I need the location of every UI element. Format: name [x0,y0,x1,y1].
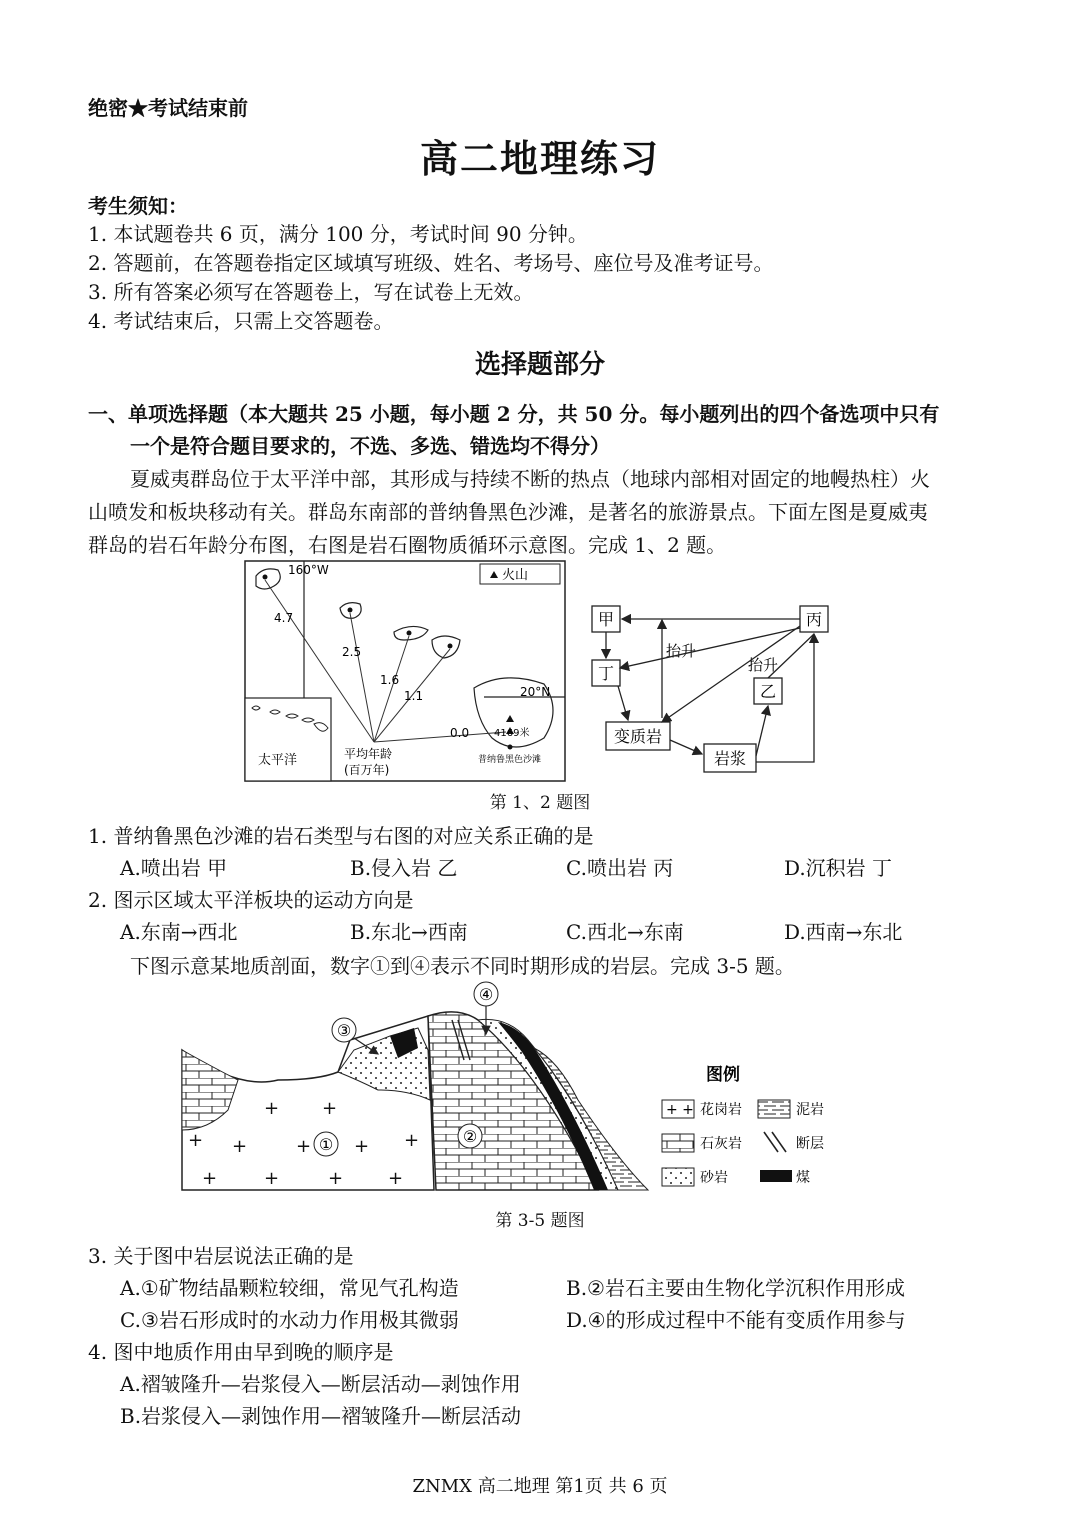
option-b: B.岩浆侵入—剥蚀作用—褶皱隆升—断层活动 [120,1404,522,1428]
notice-item: 1. 本试题卷共 6 页，满分 100 分，考试时间 90 分钟。 [88,222,588,246]
age-label: 1.1 [404,689,424,703]
page-title: 高二地理练习 [419,136,660,181]
layer-label-3: ③ [336,1021,352,1040]
secret-mark: 绝密★考试结束前 [88,96,248,120]
legend-granite: 花岗岩 [700,1102,742,1118]
age-label: 0.0 [450,726,470,740]
legend-coal: 煤 [796,1170,810,1186]
node-yi: 乙 [759,682,777,701]
option-d: D.④的形成过程中不能有变质作用参与 [566,1308,906,1332]
legend-volcano-label: 火山 [502,568,529,583]
node-ding: 丁 [597,664,615,683]
section-title: 选择题部分 [474,350,605,380]
avg-age-label: 平均年龄 [344,747,393,761]
elevation-label: 4169米 [494,728,530,739]
uplift-label: 抬升 [748,656,779,674]
intro-line: 夏威夷群岛位于太平洋中部，其形成与持续不断的热点（地球内部相对固定的地幔热柱）火 [130,467,930,491]
question-stem: 2. 图示区域太平洋板块的运动方向是 [88,888,414,912]
svg-text:+: + [232,1136,248,1157]
notice-heading: 考生须知： [88,194,188,218]
svg-text:+: + [296,1136,312,1157]
uplift-label: 抬升 [666,642,697,660]
question-stem: 4. 图中地质作用由早到晚的顺序是 [88,1340,394,1364]
legend-sandstone: 砂岩 [700,1170,728,1186]
option-a: A.①矿物结晶颗粒较细，常见气孔构造 [120,1276,459,1300]
notice-item: 4. 考试结束后，只需上交答题卷。 [88,309,394,333]
part1-heading: 一、单项选择题（本大题共 25 小题，每小题 2 分，共 50 分。每小题列出的四个备选项中只有 [88,402,940,426]
age-label: 1.6 [380,673,400,687]
svg-text:+ +: + + [666,1102,694,1118]
figure-caption: 第 1、2 题图 [489,793,591,813]
rock-cycle-diagram [588,598,838,778]
option-b: B.②岩石主要由生物化学沉积作用形成 [566,1276,905,1300]
latitude-label: 20°N [520,685,551,699]
notice-item: 3. 所有答案必须写在答题卷上，写在试卷上无效。 [88,280,534,304]
ocean-label: 太平洋 [258,753,298,768]
geologic-section-diagram [178,980,848,1202]
hawaii-age-map [244,560,566,782]
layer-label-4: ④ [478,985,494,1004]
option-c: C.喷出岩 丙 [566,856,674,880]
option-d: D.沉积岩 丁 [784,856,893,880]
option-c: C.③岩石形成时的水动力作用极其微弱 [120,1308,459,1332]
svg-text:+: + [404,1130,420,1151]
node-jia: 甲 [597,610,615,629]
age-label: 2.5 [342,645,362,659]
legend-title: 图例 [706,1065,740,1085]
svg-text:+: + [328,1168,344,1189]
legend-mudstone: 泥岩 [796,1102,824,1118]
option-d: D.西南→东北 [784,920,903,944]
question-stem: 1. 普纳鲁黑色沙滩的岩石类型与右图的对应关系正确的是 [88,824,594,848]
intro-line: 山喷发和板块移动有关。群岛东南部的普纳鲁黑色沙滩，是著名的旅游景点。下面左图是夏威夷 [88,500,928,524]
svg-text:+: + [322,1098,338,1119]
node-metamorphic: 变质岩 [613,727,663,746]
beach-label: 普纳鲁黑色沙滩 [478,755,542,765]
svg-text:+: + [354,1136,370,1157]
page-footer: ZNMX 高二地理 第1页 共 6 页 [412,1476,668,1497]
legend-limestone: 石灰岩 [700,1136,742,1152]
svg-text:+: + [202,1168,218,1189]
svg-text:+: + [264,1098,280,1119]
age-label: 4.7 [274,611,294,625]
svg-text:+: + [264,1168,280,1189]
layer-label-1: ① [318,1135,334,1154]
notice-item: 2. 答题前，在答题卷指定区域填写班级、姓名、考场号、座位号及准考证号。 [88,251,774,275]
longitude-label: 160°W [288,563,329,577]
option-a: A.褶皱隆升—岩浆侵入—断层活动—剥蚀作用 [120,1372,521,1396]
svg-text:+: + [388,1168,404,1189]
question-stem: 3. 关于图中岩层说法正确的是 [88,1244,354,1268]
node-magma: 岩浆 [713,749,747,768]
part1-heading-cont: 一个是符合题目要求的，不选、多选、错选均不得分） [130,434,610,458]
option-a: A.喷出岩 甲 [120,856,228,880]
intro-line: 群岛的岩石年龄分布图，右图是岩石圈物质循环示意图。完成 1、2 题。 [88,533,727,557]
layer-label-2: ② [462,1127,478,1146]
option-a: A.东南→西北 [120,920,238,944]
svg-text:+: + [188,1130,204,1151]
intro-line: 下图示意某地质剖面，数字①到④表示不同时期形成的岩层。完成 3-5 题。 [130,954,795,978]
avg-age-unit: (百万年) [344,763,390,777]
option-c: C.西北→东南 [566,920,684,944]
legend-fault: 断层 [796,1136,824,1152]
option-b: B.侵入岩 乙 [350,856,458,880]
node-bing: 丙 [805,610,823,629]
option-b: B.东北→西南 [350,920,468,944]
figure-caption: 第 3-5 题图 [495,1211,585,1231]
